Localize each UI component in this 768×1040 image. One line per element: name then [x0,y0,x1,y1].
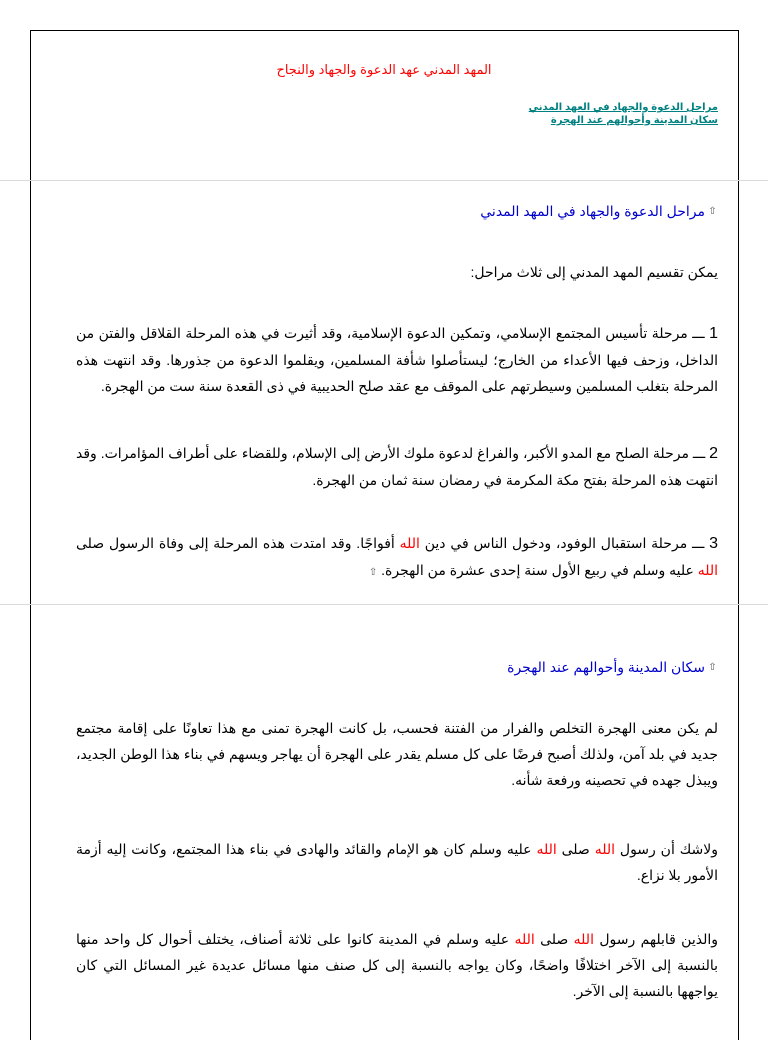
section1-heading [480,203,718,220]
stage2-paragraph [76,440,718,493]
allah-word: الله [399,535,420,551]
stage1-paragraph [76,320,718,399]
section2-paragraph-1 [76,715,718,793]
section1-heading-text: مراحل الدعوة والجهاد في المهد المدني [480,203,705,219]
up-arrow-icon[interactable]: ⇧ [368,567,378,578]
section2-paragraph-3 [76,926,718,1004]
up-arrow-icon[interactable]: ⇧ [708,662,717,673]
stage1-text: ـــ مرحلة تأسيس المجتمع الإسلامي، وتمكين الدعوة الإسلامية، وقد أثيرت في هذه المرحلة القلاقل والفتن من الداخل، وزحف فيها الأعداء من الخارج؛ ليستأصلوا شأفة المسلمين، ويقلموا الدعوة من جذورها. وقد انتهت هذه المرحلة بتغلب المسلمين وسيطرتهم على الموقف مع عقد صلح الحديبية في ذى القعدة سنة ست من الهجرة. [76,325,718,394]
allah-word: الله [536,841,557,857]
stage1-number: 1 [709,325,719,342]
section1-intro [76,259,718,285]
section-divider [0,180,768,181]
section-divider [0,604,768,605]
stage3-text-a: ـــ مرحلة استقبال الوفود، ودخول الناس في دين [424,535,705,551]
toc-link-stages[interactable]: مراحل الدعوة والجهاد في العهد المدني [528,102,718,113]
section2-p2-text-c: عليه وسلم كان هو الإمام والقائد والهادى في بناء هذا المجتمع، وكانت إليه أزمة الأمور بلا نزاع. [76,841,718,883]
stage3-paragraph [76,530,718,586]
toc-link-residents[interactable]: سكان المدينة وأحوالهم عند الهجرة [550,115,718,126]
stage3-number: 3 [709,535,719,552]
section2-p1-text: لم يكن معنى الهجرة التخلص والفرار من الفتنة فحسب، بل كانت الهجرة تمنى مع هذا تعاونًا على إقامة مجتمع جديد في بلد آمن، ولذلك أصبح فرضًا على كل مسلم يقدر على الهجرة أن يهاجر ويسهم في بناء هذا الوطن الجديد، ويبذل جهده في تحصينه ورفعة شأنه. [76,720,718,788]
section2-p3-text-c: عليه وسلم في المدينة كانوا على ثلاثة أصناف، يختلف أحوال كل واحد منها بالنسبة إلى الآخر اختلافًا واضحًا، وكان يواجه بالنسبة إلى كل صنف منها مسائل عديدة غير المسائل التي كان يواجهها بالنسبة إلى الآخر. [76,931,718,999]
page-title: المهد المدني عهد الدعوة والجهاد والنجاح [276,62,492,77]
section2-heading [507,659,718,676]
section2-p3-text-b: صلى [540,931,569,947]
stage3-text-c: عليه وسلم في ربيع الأول سنة إحدى عشرة من الهجرة. [381,562,694,578]
stage2-text: ـــ مرحلة الصلح مع المدو الأكبر، والفراغ لدعوة ملوك الأرض إلى الإسلام، وللقضاء على أطراف المؤامرات. وقد انتهت هذه المرحلة بفتح مكة المكرمة في رمضان سنة ثمان من الهجرة. [76,445,718,488]
section2-p3-text-a: والذين قابلهم رسول [599,931,718,947]
allah-word: الله [573,931,594,947]
section2-heading-text: سكان المدينة وأحوالهم عند الهجرة [507,659,705,675]
section2-p2-text-a: ولاشك أن رسول [619,841,719,857]
section2-p2-text-b: صلى [561,841,590,857]
allah-word: الله [514,931,535,947]
stage2-number: 2 [709,445,718,462]
intro-text: يمكن تقسيم المهد المدني إلى ثلاث مراحل: [470,264,718,280]
allah-word: الله [594,841,616,857]
table-of-contents [529,101,718,127]
stage3-text-b: أفواجًا. وقد امتدت هذه المرحلة إلى وفاة الرسول صلى [76,535,395,551]
section2-paragraph-2 [76,836,718,888]
up-arrow-icon[interactable]: ⇧ [708,206,717,217]
allah-word: الله [697,562,718,578]
